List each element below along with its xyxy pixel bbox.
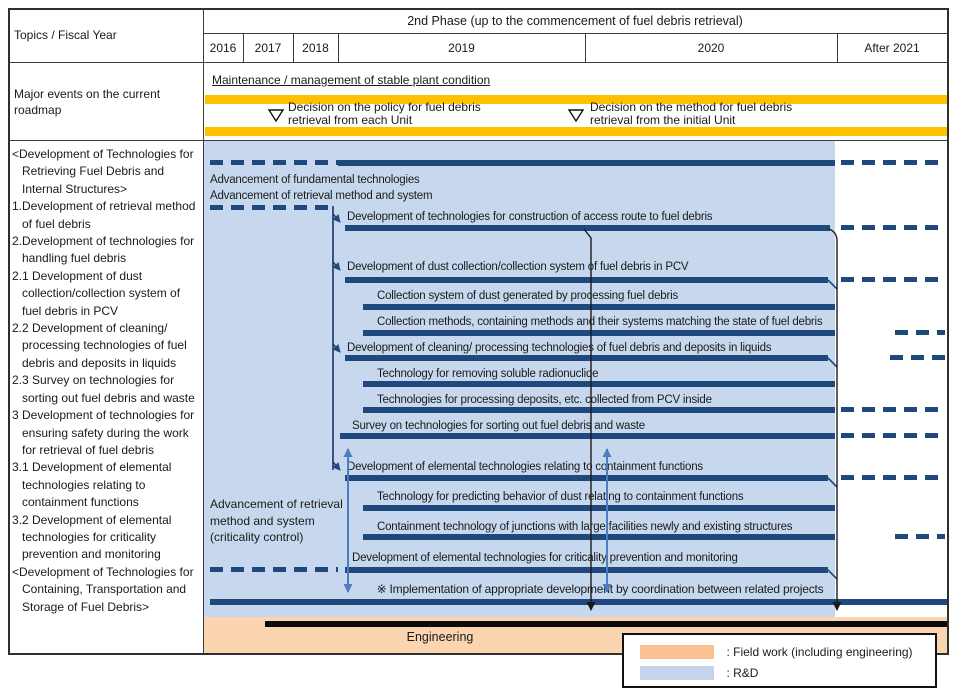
gantt-bar bbox=[345, 355, 828, 361]
grid-line bbox=[8, 62, 947, 63]
gantt-dash bbox=[841, 475, 945, 480]
year-2020: 2020 bbox=[697, 40, 725, 55]
year-after-2021: After 2021 bbox=[864, 40, 920, 55]
advancement-label-2: Advancement of retrieval method and system bbox=[210, 190, 433, 202]
gantt-dash bbox=[895, 330, 945, 335]
rnd-swatch bbox=[640, 666, 714, 680]
field-work-swatch bbox=[640, 645, 714, 659]
gantt-dash bbox=[841, 433, 945, 438]
gantt-dash bbox=[210, 160, 338, 165]
gantt-bar-label: Survey on technologies for sorting out fuel debris and waste bbox=[352, 420, 645, 432]
decision-method-label: Decision on the method for fuel debris retrieval from the initial Unit bbox=[590, 100, 793, 127]
event-yellow-bar-bottom bbox=[205, 127, 947, 136]
topics-fiscal-year-header: Topics / Fiscal Year bbox=[14, 28, 117, 42]
decision-marker-icon bbox=[268, 109, 284, 123]
grid-line bbox=[8, 140, 947, 141]
gantt-bar-label: Technology for removing soluble radionuclide bbox=[377, 368, 599, 380]
legend-row-field-work bbox=[640, 643, 913, 661]
gantt-bar bbox=[363, 330, 835, 336]
gantt-bar bbox=[338, 160, 835, 166]
gantt-bar bbox=[363, 505, 835, 511]
year-2016: 2016 bbox=[209, 40, 237, 55]
gantt-bar-label: Technology for predicting behavior of dust relating to containment functions bbox=[377, 491, 744, 503]
year-2019: 2019 bbox=[448, 40, 475, 55]
year-2017: 2017 bbox=[254, 40, 282, 55]
topic-item: 3 Development of technologies for ensuring safety during the work for retrieval of fuel debris bbox=[12, 408, 195, 457]
gantt-dash bbox=[841, 407, 945, 412]
maintenance-label: Maintenance / management of stable plant condition bbox=[212, 73, 491, 87]
gantt-bar-label: Development of dust collection/collection system of fuel debris in PCV bbox=[347, 261, 689, 273]
engineering-label: Engineering bbox=[406, 630, 474, 644]
topic-item: 3.1 Development of elemental technologies relating to containment functions bbox=[12, 460, 172, 510]
decision-marker-icon bbox=[568, 109, 584, 123]
gantt-bar-label: Development of elemental technologies for criticality prevention and monitoring bbox=[352, 552, 738, 564]
advancement-label-1: Advancement of fundamental technologies bbox=[210, 174, 420, 186]
legend-rnd-label: : R&D bbox=[726, 665, 759, 680]
gantt-bar bbox=[210, 599, 947, 605]
topic-item: 2.2 Development of cleaning/ processing technologies of fuel debris and deposits in liquids bbox=[12, 321, 187, 370]
engineering-bar bbox=[265, 621, 947, 627]
gantt-bar bbox=[340, 433, 835, 439]
topic-item: 2.3 Survey on technologies for sorting out fuel debris and waste bbox=[12, 373, 195, 405]
topics-list bbox=[12, 146, 200, 616]
gantt-bar-label: Technologies for processing deposits, etc. collected from PCV inside bbox=[377, 394, 712, 406]
gantt-bar-label: Containment technology of junctions with large facilities newly and existing structures bbox=[377, 521, 793, 533]
topic-item: 1.Development of retrieval method of fuel debris bbox=[12, 199, 196, 231]
major-events-row-label: Major events on the current roadmap bbox=[14, 87, 161, 117]
gantt-bar-label: Development of elemental technologies relating to containment functions bbox=[347, 461, 703, 473]
gantt-bar bbox=[345, 277, 828, 283]
gantt-dash bbox=[841, 160, 945, 165]
grid-line bbox=[203, 8, 204, 653]
topic-item: <Development of Technologies for Containing, Transportation and Storage of Fuel Debris> bbox=[12, 564, 194, 614]
gantt-dash bbox=[890, 355, 945, 360]
gantt-dash bbox=[895, 534, 945, 539]
topic-item: 2.Development of technologies for handling fuel debris bbox=[12, 234, 195, 266]
gantt-bar-label: Development of cleaning/ processing technologies of fuel debris and deposits in liquids bbox=[347, 342, 772, 354]
gantt-bar bbox=[363, 407, 835, 413]
topic-item: 2.1 Development of dust collection/collection system of fuel debris in PCV bbox=[12, 268, 181, 318]
legend bbox=[622, 633, 937, 688]
gantt-bar-label: Collection methods, containing methods and their systems matching the state of fuel debris bbox=[377, 316, 823, 328]
gantt-bar bbox=[345, 475, 828, 481]
gantt-bar bbox=[345, 567, 828, 573]
gantt-bar bbox=[345, 225, 830, 231]
gantt-bar-label: Collection system of dust generated by processing fuel debris bbox=[377, 290, 679, 302]
gantt-bar bbox=[363, 381, 835, 387]
legend-field-work-label: : Field work (including engineering) bbox=[726, 644, 913, 659]
gantt-dash bbox=[841, 225, 945, 230]
gantt-bar bbox=[363, 304, 835, 310]
topic-item: <Development of Technologies for Retrieving Fuel Debris and Internal Structures> bbox=[12, 147, 194, 196]
decision-policy-label: Decision on the policy for fuel debris retrieval from each Unit bbox=[288, 100, 481, 127]
gantt-dash bbox=[210, 567, 338, 572]
coordination-note: ※ Implementation of appropriate development by coordination between related projects bbox=[376, 582, 824, 596]
gantt-dash bbox=[841, 277, 945, 282]
gantt-bar bbox=[363, 534, 835, 540]
gantt-bar-label: Development of technologies for construction of access route to fuel debris bbox=[347, 211, 713, 223]
topic-item: 3.2 Development of elemental technologies for criticality prevention and monitoring bbox=[12, 512, 172, 562]
phase-header: 2nd Phase (up to the commencement of fuel debris retrieval) bbox=[407, 13, 743, 28]
criticality-control-label: Advancement of retrieval method and system (criticality control) bbox=[210, 497, 343, 544]
year-2018: 2018 bbox=[302, 40, 329, 55]
legend-row-rnd bbox=[640, 664, 758, 682]
gantt-dash bbox=[210, 205, 333, 210]
